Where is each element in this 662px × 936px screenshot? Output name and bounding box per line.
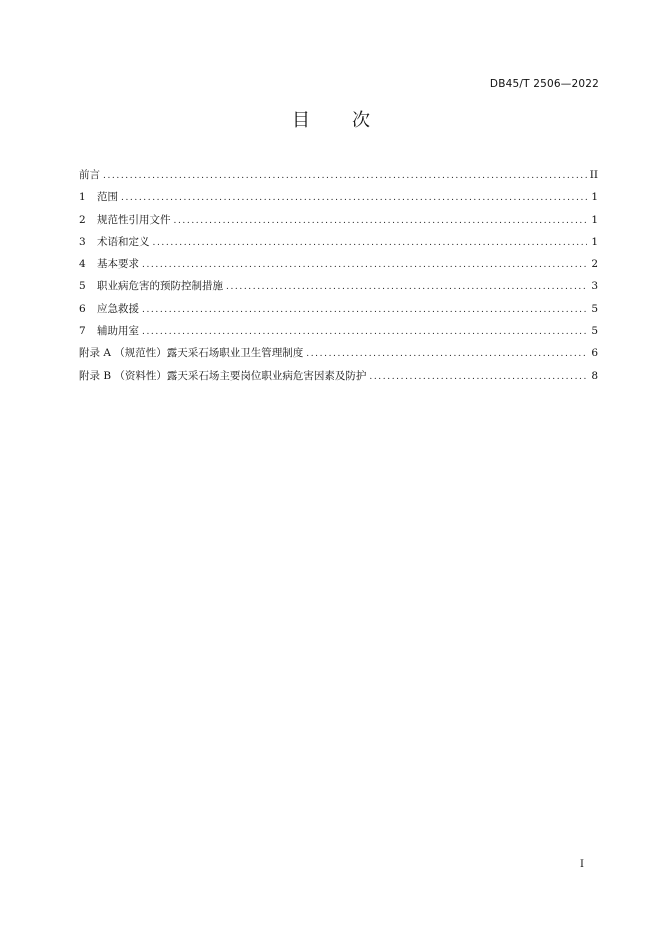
toc-entry-label: 前言 <box>79 169 100 181</box>
toc-entry-page: 8 <box>591 369 598 382</box>
toc-entry-page: II <box>589 169 598 181</box>
toc-leader-dots <box>142 299 587 321</box>
toc-leader-dots <box>369 366 587 388</box>
toc-entry-label: 基本要求 <box>97 258 139 271</box>
toc-entry-label: 附录 A （规范性）露天采石场职业卫生管理制度 <box>79 347 304 360</box>
toc-entry-emergency-rescue[interactable] <box>79 298 598 320</box>
toc-entry-appendix-b[interactable] <box>79 365 598 387</box>
toc-entry-foreword[interactable] <box>79 164 598 186</box>
toc-list <box>79 164 598 387</box>
toc-entry-page: 6 <box>591 347 598 360</box>
toc-leader-dots <box>174 210 588 232</box>
toc-entry-page: 3 <box>591 280 598 293</box>
toc-entry-page: 1 <box>591 213 598 226</box>
toc-entry-page: 1 <box>591 191 598 204</box>
toc-entry-label: 应急救援 <box>97 302 139 315</box>
toc-entry-label: 范围 <box>97 191 118 204</box>
toc-entry-label: 术语和定义 <box>97 235 150 248</box>
toc-entry-number: 7 <box>79 325 86 338</box>
toc-entry-page: 5 <box>591 302 598 315</box>
toc-entry-label: 规范性引用文件 <box>97 213 171 226</box>
toc-entry-label: 职业病危害的预防控制措施 <box>97 280 223 293</box>
toc-title-char-2: 次 <box>352 110 370 131</box>
document-code: DB45/T 2506—2022 <box>489 78 599 90</box>
toc-leader-dots <box>153 232 588 254</box>
toc-entry-scope[interactable] <box>79 186 598 208</box>
toc-entry-normative-references[interactable] <box>79 209 598 231</box>
toc-entry-appendix-a[interactable] <box>79 342 598 364</box>
toc-entry-prevention-measures[interactable] <box>79 275 598 297</box>
page-number: I <box>580 859 584 870</box>
toc-entry-page: 2 <box>591 258 598 271</box>
toc-leader-dots <box>306 343 587 365</box>
toc-entry-page: 5 <box>591 325 598 338</box>
toc-entry-auxiliary-rooms[interactable] <box>79 320 598 342</box>
toc-title <box>0 106 662 132</box>
toc-leader-dots <box>226 276 587 298</box>
toc-entry-label: 附录 B （资料性）露天采石场主要岗位职业病危害因素及防护 <box>79 369 367 382</box>
toc-entry-number: 6 <box>79 302 86 315</box>
toc-entry-basic-requirements[interactable] <box>79 253 598 275</box>
toc-leader-dots <box>121 187 587 209</box>
toc-entry-number: 3 <box>79 235 86 248</box>
toc-leader-dots <box>142 254 587 276</box>
toc-entry-number: 1 <box>79 191 86 204</box>
toc-entry-number: 2 <box>79 213 86 226</box>
toc-leader-dots <box>103 165 587 187</box>
toc-entry-label: 辅助用室 <box>97 325 139 338</box>
toc-entry-number: 4 <box>79 258 86 271</box>
toc-entry-terms-definitions[interactable] <box>79 231 598 253</box>
toc-entry-page: 1 <box>591 235 598 248</box>
toc-title-char-1: 目 <box>292 110 310 131</box>
toc-leader-dots <box>142 321 587 343</box>
toc-entry-number: 5 <box>79 280 86 293</box>
